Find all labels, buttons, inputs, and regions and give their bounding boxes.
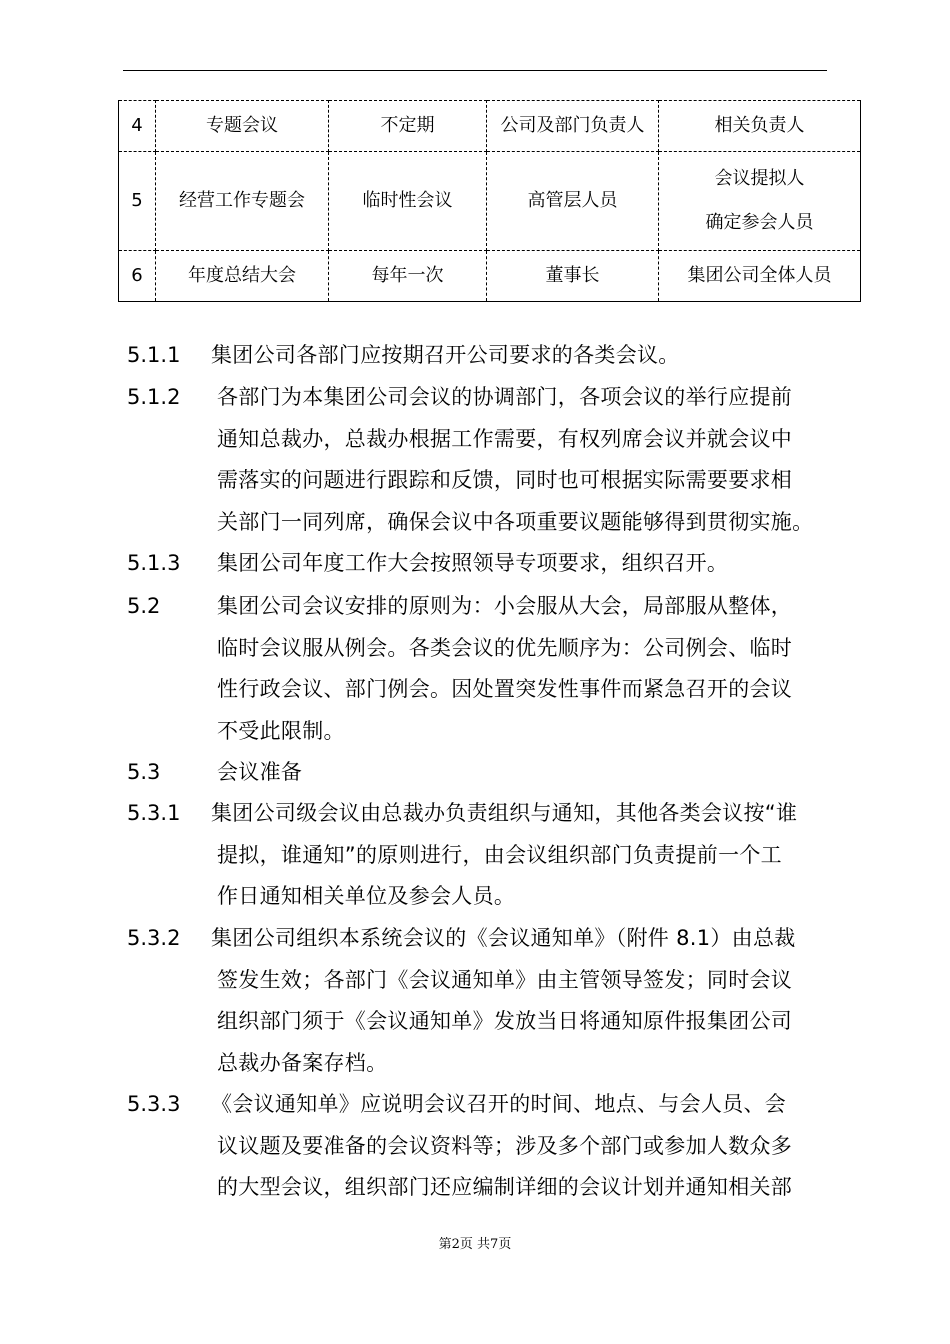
- meeting-host: 公司及部门负责人: [487, 101, 659, 152]
- table-row: [119, 251, 861, 302]
- text-line: 关部门一同列席，确保会议中各项重要议题能够得到贯彻实施。: [217, 509, 814, 534]
- attendee-line: 相关负责人: [714, 115, 805, 137]
- meeting-frequency: 临时性会议: [329, 152, 487, 251]
- clause-number: 5.3.1: [127, 801, 181, 825]
- clause-text: [217, 586, 839, 752]
- clause-number: 5.1.1: [127, 343, 181, 367]
- table-row: [119, 101, 861, 152]
- clause-number: 5.3: [127, 760, 161, 784]
- attendee-line: 集团公司全体人员: [687, 265, 832, 287]
- meeting-attendees: [659, 101, 861, 152]
- clause-number: 5.1.2: [127, 385, 181, 409]
- clause-5-1-3: [127, 543, 839, 585]
- clause-number: 5.1.3: [127, 551, 181, 575]
- text-line: 总裁办备案存档。: [217, 1050, 388, 1075]
- clause-text: [211, 1084, 839, 1209]
- meeting-schedule-table: [118, 100, 861, 302]
- meeting-name: 年度总结大会: [156, 251, 329, 302]
- text-line: 需落实的问题进行跟踪和反馈，同时也可根据实际需要要求相: [217, 468, 793, 492]
- attendee-line: 确定参会人员: [705, 212, 814, 233]
- clause-text: [211, 335, 839, 377]
- meeting-host: 董事长: [487, 251, 659, 302]
- clause-text: [211, 918, 839, 1084]
- text-line: 性行政会议、部门例会。因处置突发性事件而紧急召开的会议: [217, 677, 793, 701]
- clause-5-3-1: [127, 793, 839, 918]
- attendee-line: 会议提拟人: [714, 168, 805, 190]
- text-line: 作日通知相关单位及参会人员。: [217, 884, 516, 908]
- clause-text: [211, 793, 839, 918]
- row-number: 4: [119, 101, 156, 152]
- page-footer: 第2页 共7页: [438, 1237, 512, 1252]
- clause-5-3-2: [127, 918, 839, 1084]
- text-line: 临时会议服从例会。各类会议的优先顺序为：公司例会、临时: [217, 635, 793, 660]
- text-line: 议议题及要准备的会议资料等；涉及多个部门或参加人数众多: [217, 1133, 793, 1158]
- text-line: 不受此限制。: [217, 718, 345, 743]
- text-line: 各部门为本集团公司会议的协调部门，各项会议的举行应提前: [217, 385, 793, 409]
- row-number: 5: [119, 152, 156, 251]
- text-line: 集团公司组织本系统会议的《会议通知单》（附件 8.1）由总裁: [211, 926, 796, 950]
- clause-5-2: [127, 586, 839, 752]
- clause-5-1-1: [127, 335, 839, 377]
- clause-number: 5.2: [127, 594, 161, 618]
- meeting-attendees: [659, 251, 861, 302]
- text-line: 《会议通知单》应说明会议召开的时间、地点、与会人员、会: [211, 1092, 787, 1116]
- text-line: 集团公司会议安排的原则为：小会服从大会，局部服从整体，: [217, 594, 793, 618]
- meeting-name: 经营工作专题会: [156, 152, 329, 251]
- text-line: 通知总裁办，总裁办根据工作需要，有权列席会议并就会议中: [217, 426, 793, 451]
- text-line: 会议准备: [217, 760, 303, 784]
- text-line: 组织部门须于《会议通知单》发放当日将通知原件报集团公司: [217, 1009, 793, 1033]
- clause-text: [217, 752, 839, 794]
- table-row: [119, 152, 861, 251]
- clause-5-3-3: [127, 1084, 839, 1209]
- meeting-host: 高管层人员: [487, 152, 659, 251]
- clause-text: [217, 543, 839, 585]
- header-rule: [123, 70, 827, 71]
- text-line: 集团公司各部门应按期召开公司要求的各类会议。: [211, 343, 680, 367]
- meeting-attendees: [659, 152, 861, 251]
- meeting-frequency: 每年一次: [329, 251, 487, 302]
- meeting-name: 专题会议: [156, 101, 329, 152]
- clause-number: 5.3.3: [127, 1092, 181, 1116]
- text-line: 集团公司级会议由总裁办负责组织与通知，其他各类会议按“谁: [211, 801, 798, 825]
- clause-5-1-2: [127, 377, 839, 543]
- text-line: 的大型会议，组织部门还应编制详细的会议计划并通知相关部: [217, 1175, 793, 1199]
- text-line: 提拟，谁通知”的原则进行，由会议组织部门负责提前一个工: [217, 842, 782, 867]
- clause-text: [217, 377, 839, 543]
- clause-5-3: [127, 752, 839, 794]
- meeting-frequency: 不定期: [329, 101, 487, 152]
- row-number: 6: [119, 251, 156, 302]
- text-line: 签发生效；各部门《会议通知单》由主管领导签发；同时会议: [217, 967, 793, 992]
- text-line: 集团公司年度工作大会按照领导专项要求，组织召开。: [217, 551, 729, 575]
- clause-number: 5.3.2: [127, 926, 181, 950]
